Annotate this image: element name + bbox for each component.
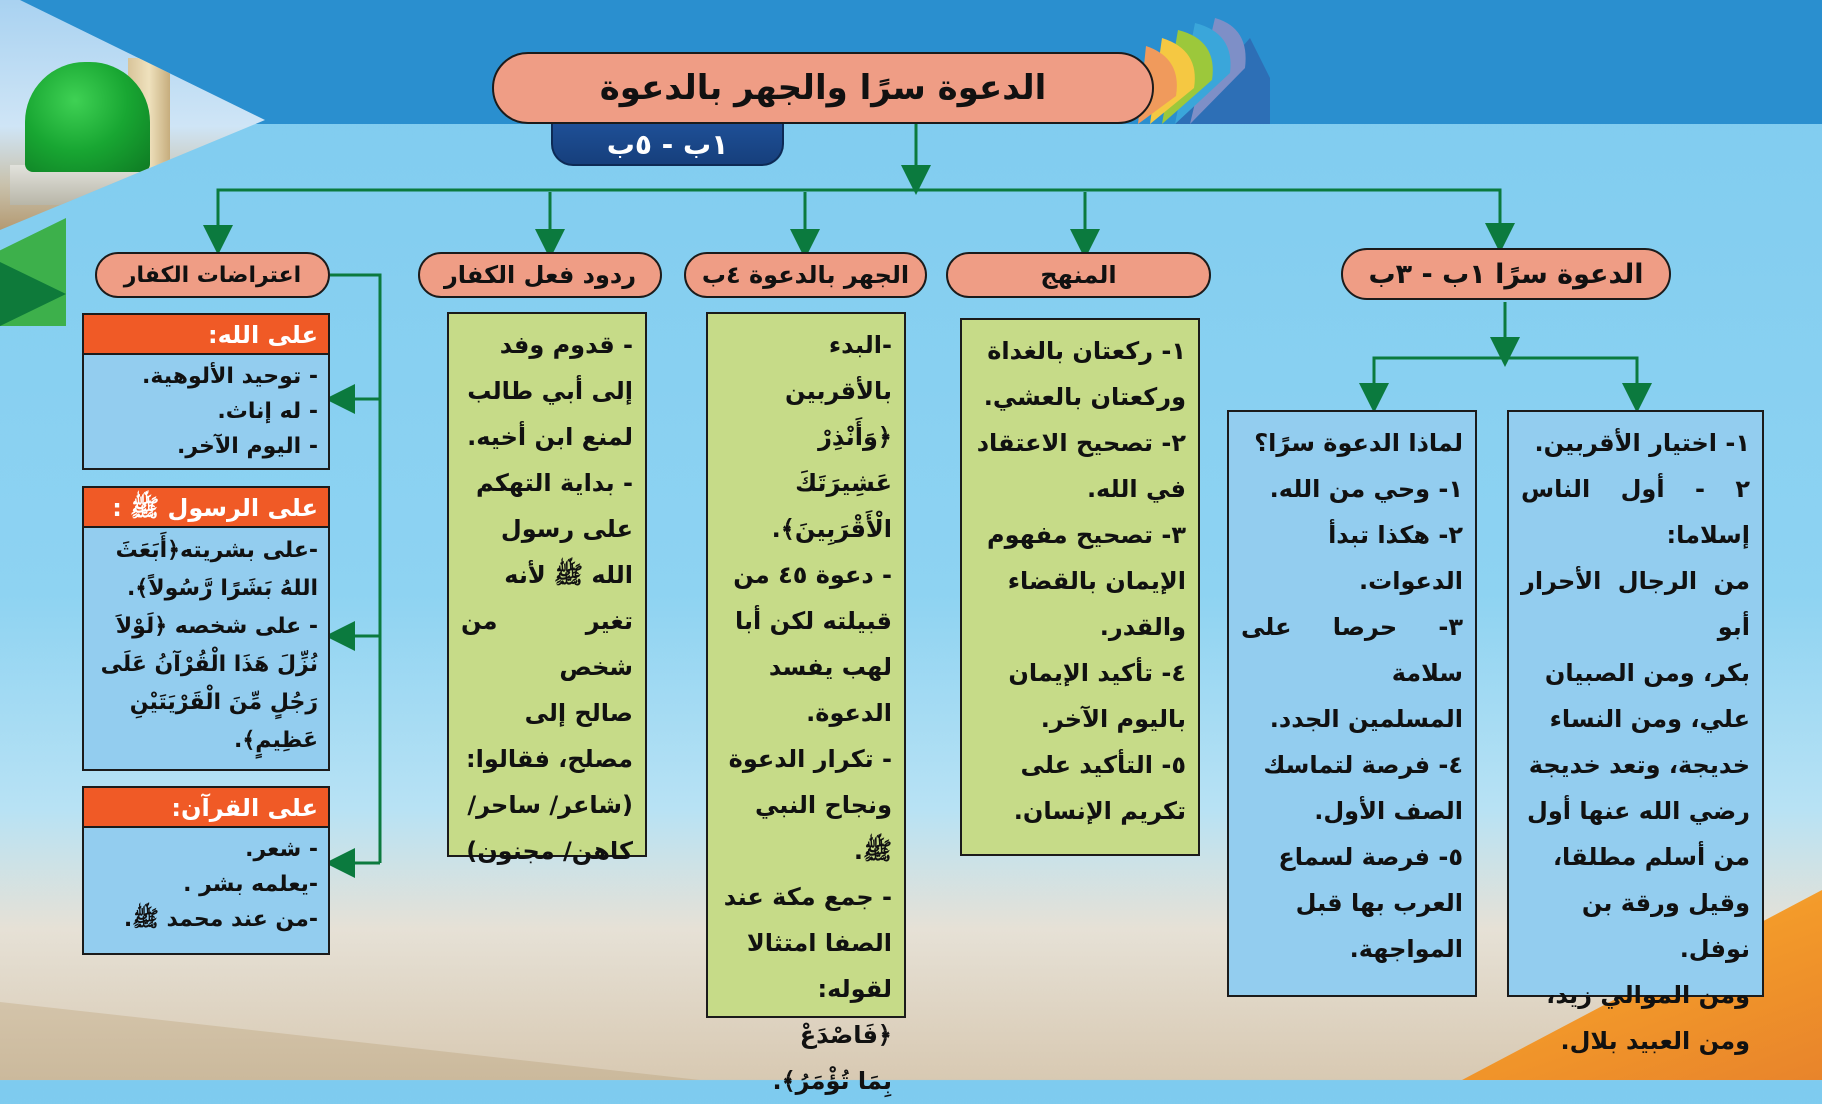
- text-line: - له إناث.: [217, 399, 318, 424]
- text-line: ونجاح النبي: [754, 791, 892, 819]
- text-line: العرب بها قبل: [1295, 889, 1463, 917]
- method-box: [960, 318, 1200, 856]
- text-line: نوفل.: [1679, 935, 1750, 963]
- text-line: ٢- تصحيح الاعتقاد: [976, 429, 1186, 457]
- objection-card-messenger: [82, 486, 330, 771]
- text-line: -البدء بالأقربين: [785, 331, 892, 405]
- text-line: بكر، ومن الصبيان: [1544, 659, 1750, 687]
- text-line: علي، ومن النساء: [1549, 705, 1750, 733]
- quran-verse-line: رَجُلٍ مِّنَ الْقَرْيَتَيْنِ: [129, 690, 318, 715]
- branch-secret-dawah: الدعوة سرًا ١ب - ٣ب: [1341, 248, 1671, 300]
- text-line: لهب يفسد: [768, 653, 892, 681]
- desert-hill-left: [0, 950, 700, 1080]
- objection-card-allah: [82, 313, 330, 470]
- text-line: الله ﷺ لأنه: [504, 561, 633, 589]
- branch-disbelievers-reactions: ردود فعل الكفار: [418, 252, 662, 298]
- text-line: -يعلمه بشر .: [183, 872, 318, 897]
- text-line: مصلح، فقالوا:: [466, 745, 633, 773]
- text-line: تغير من شخص: [461, 607, 633, 681]
- text-line: كاهن/ مجنون): [466, 837, 633, 865]
- text-line: ٥- فرصة لسماع: [1278, 843, 1463, 871]
- text-line: - بداية التهكم: [476, 469, 633, 497]
- quran-verse-line: بِمَا تُؤْمَرُ﴾.: [772, 1067, 892, 1095]
- text-line: لماذا الدعوة سرًا؟: [1254, 429, 1463, 457]
- text-line: -من عند محمد ﷺ.: [123, 907, 318, 932]
- why-secret-box: [1227, 410, 1477, 997]
- text-line: المسلمين الجدد.: [1269, 705, 1463, 733]
- text-line: رضي الله عنها أول: [1527, 797, 1750, 825]
- text-line: من الرجال الأحرار أبو: [1521, 567, 1750, 641]
- disbelievers-reactions-box: [447, 312, 647, 865]
- text-line: تكريم الإنسان.: [1013, 797, 1186, 825]
- objection-heading: على الرسول ﷺ :: [84, 488, 328, 528]
- objection-card-quran: [82, 786, 330, 955]
- text-line: -على بشريته﴿أَبَعَثَ: [115, 538, 318, 563]
- text-line: الإيمان بالقضاء: [1007, 567, 1186, 595]
- text-line: في الله.: [1086, 475, 1186, 503]
- green-dome: [25, 62, 150, 172]
- text-line: ٢ - أول الناس إسلاما:: [1521, 475, 1750, 549]
- text-line: ٢- هكذا تبدأ: [1328, 521, 1463, 549]
- text-line: - شعر.: [245, 837, 318, 862]
- text-line: (شاعر/ ساحر/: [467, 791, 633, 819]
- text-line: - على شخصه ﴿لَوْلاَ: [115, 614, 318, 639]
- branch-disbelievers-objections: اعتراضات الكفار: [95, 252, 330, 298]
- text-line: الصفا امتثالا: [746, 929, 892, 957]
- text-line: الصف الأول.: [1314, 797, 1463, 825]
- text-line: لمنع ابن أخيه.: [467, 423, 633, 451]
- quran-verse-line: اللهُ بَشَرًا رَّسُولاً﴾.: [126, 576, 318, 601]
- secret-first-converts-box: [1507, 410, 1764, 1055]
- text-line: ٥- التأكيد على: [1020, 751, 1186, 779]
- objection-heading: على الله:: [84, 315, 328, 355]
- text-line: قبيلته لكن أبا: [735, 607, 892, 635]
- text-line: والقدر.: [1099, 613, 1186, 641]
- text-line: من أسلم مطلقا،: [1552, 843, 1750, 871]
- text-line: - دعوة ٤٥ من: [733, 561, 892, 589]
- text-line: - اليوم الآخر.: [177, 434, 318, 459]
- text-line: - توحيد الألوهية.: [142, 364, 318, 389]
- text-line: ﷺ.: [853, 837, 892, 865]
- text-line: الدعوات.: [1358, 567, 1463, 595]
- quran-verse-line: نُزِّلَ هَذَا الْقُرْآنُ عَلَى: [100, 652, 318, 677]
- text-line: إلى أبي طالب: [467, 377, 633, 405]
- text-line: المواجهة.: [1349, 935, 1463, 963]
- text-line: باليوم الآخر.: [1040, 705, 1186, 733]
- page-range-badge: ١ب - ٥ب: [551, 124, 784, 166]
- text-line: - قدوم وفد: [499, 331, 633, 359]
- text-line: ١- اختيار الأقربين.: [1534, 429, 1750, 457]
- text-line: - جمع مكة عند: [723, 883, 892, 911]
- text-line: وركعتان بالعشي.: [983, 383, 1186, 411]
- text-line: على رسول: [500, 515, 633, 543]
- objection-heading: على القرآن:: [84, 788, 328, 828]
- text-line: ٣- تصحيح مفهوم: [987, 521, 1186, 549]
- quran-verse-line: ﴿وَأَنْذِرْ: [818, 423, 892, 451]
- text-line: ١- وحي من الله.: [1269, 475, 1463, 503]
- quran-verse-line: الْأَقْرَبِينَ﴾.: [771, 515, 892, 543]
- quran-verse-line: لقوله: ﴿فَاصْدَعْ: [799, 975, 892, 1049]
- page-title: الدعوة سرًا والجهر بالدعوة: [492, 52, 1154, 124]
- text-line: الدعوة.: [806, 699, 892, 727]
- branch-method: المنهج: [946, 252, 1211, 298]
- text-line: ١- ركعتان بالغداة: [987, 337, 1186, 365]
- text-line: صالح إلى: [524, 699, 633, 727]
- text-line: - تكرار الدعوة: [728, 745, 892, 773]
- branch-public-dawah: الجهر بالدعوة ٤ب: [684, 252, 927, 298]
- text-line: وقيل ورقة بن: [1581, 889, 1750, 917]
- text-line: ومن الموالي زيد،: [1546, 981, 1750, 1009]
- text-line: ٤- تأكيد الإيمان: [1008, 659, 1186, 687]
- quran-verse-line: عَشِيرَتَكَ: [795, 469, 892, 497]
- text-line: خديجة، وتعد خديجة: [1528, 751, 1750, 779]
- public-dawah-box: [706, 312, 906, 1095]
- text-line: ٣- حرصا على سلامة: [1241, 613, 1463, 687]
- quran-verse-line: عَظِيمٍ﴾.: [234, 728, 318, 753]
- text-line: ومن العبيد بلال.: [1560, 1027, 1750, 1055]
- text-line: ٤- فرصة لتماسك: [1263, 751, 1463, 779]
